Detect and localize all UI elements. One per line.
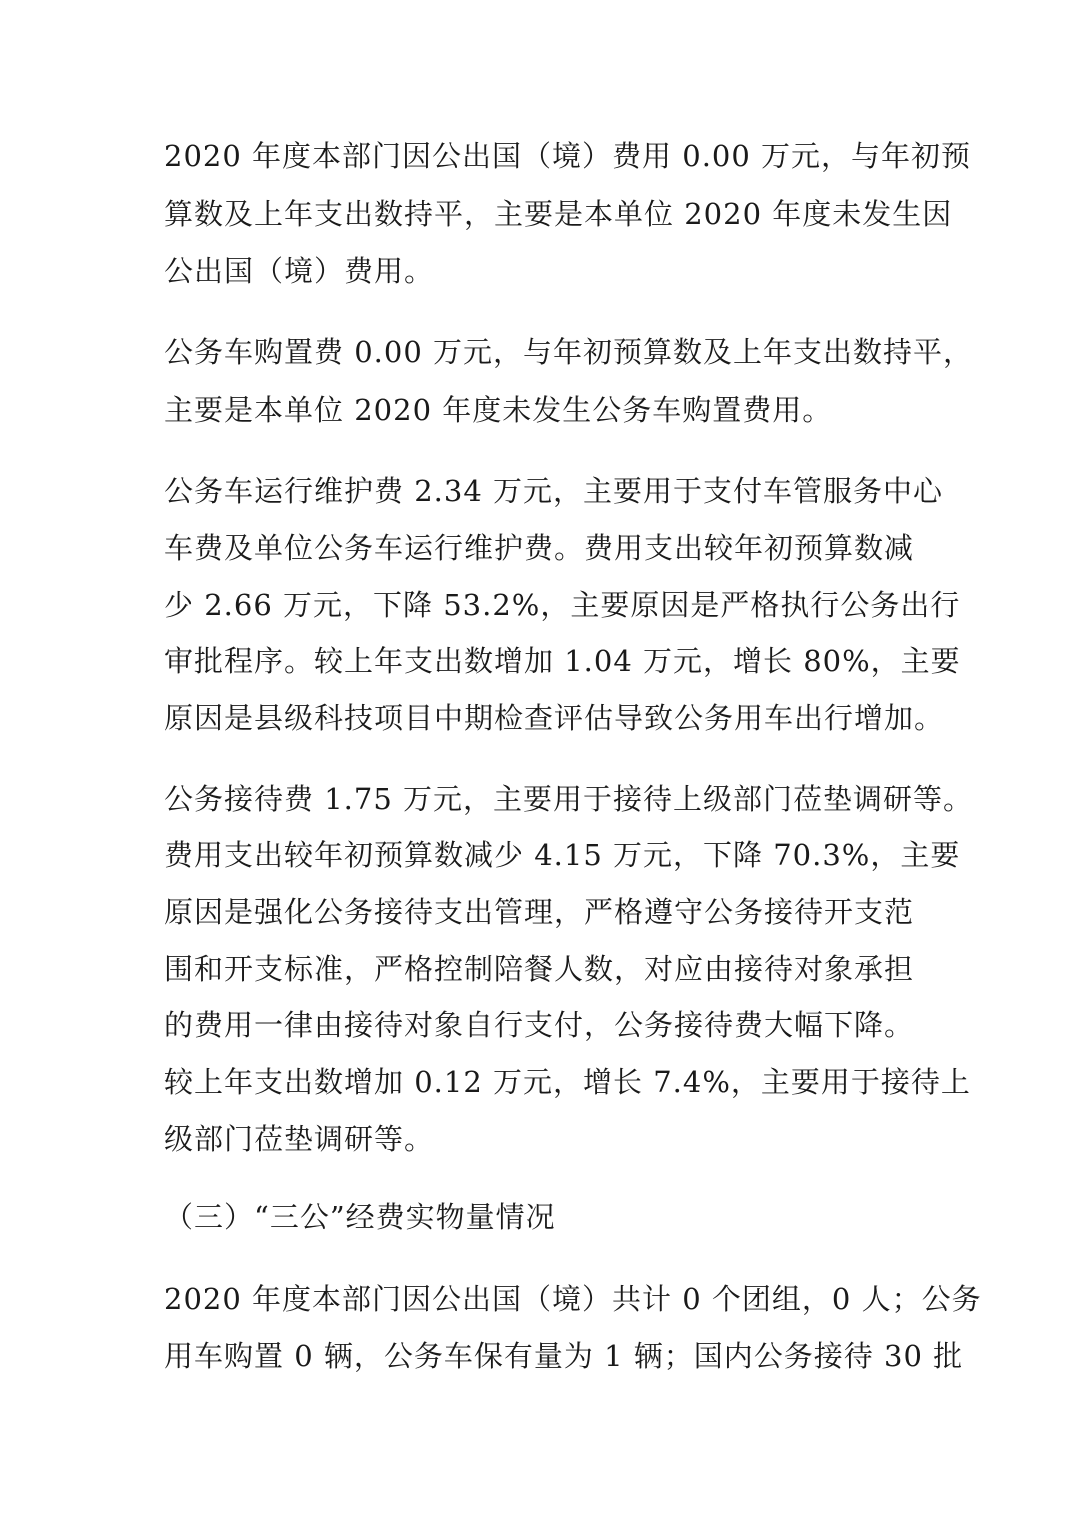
text-line: 级部门莅垫调研等。	[164, 1122, 435, 1156]
text-line: 公务车购置费 0.00 万元，与年初预算数及上年支出数持平，	[164, 335, 974, 369]
text-line: 2020 年度本部门因公出国（境）共计 0 个团组，0 人；公务	[164, 1282, 982, 1316]
text-line: 公务车运行维护费 2.34 万元，主要用于支付车管服务中心	[164, 474, 944, 508]
text-line: 较上年支出数增加 0.12 万元，增长 7.4%，主要用于接待上	[164, 1065, 971, 1099]
text-line: 公出国（境）费用。	[164, 254, 435, 288]
text-line: 审批程序。较上年支出数增加 1.04 万元，增长 80%，主要	[164, 644, 961, 678]
text-line: 费用支出较年初预算数减少 4.15 万元，下降 70.3%，主要	[164, 838, 961, 872]
text-line: 围和开支标准，严格控制陪餐人数，对应由接待对象承担	[164, 952, 915, 986]
text-line: 的费用一律由接待对象自行支付，公务接待费大幅下降。	[164, 1008, 915, 1042]
section-heading: （三）“三公”经费实物量情况	[164, 1200, 556, 1234]
text-line: 主要是本单位 2020 年度未发生公务车购置费用。	[164, 393, 833, 427]
text-line: 少 2.66 万元，下降 53.2%，主要原因是严格执行公务出行	[164, 588, 961, 622]
text-line: 2020 年度本部门因公出国（境）费用 0.00 万元，与年初预	[164, 139, 972, 173]
text-line: 原因是县级科技项目中期检查评估导致公务用车出行增加。	[164, 701, 945, 735]
text-line: 公务接待费 1.75 万元，主要用于接待上级部门莅垫调研等。	[164, 782, 974, 816]
text-line: 算数及上年支出数持平，主要是本单位 2020 年度未发生因	[164, 197, 953, 231]
text-line: 用车购置 0 辆，公务车保有量为 1 辆；国内公务接待 30 批	[164, 1339, 964, 1373]
text-line: 车费及单位公务车运行维护费。费用支出较年初预算数减	[164, 531, 915, 565]
text-line: 原因是强化公务接待支出管理，严格遵守公务接待开支范	[164, 895, 915, 929]
